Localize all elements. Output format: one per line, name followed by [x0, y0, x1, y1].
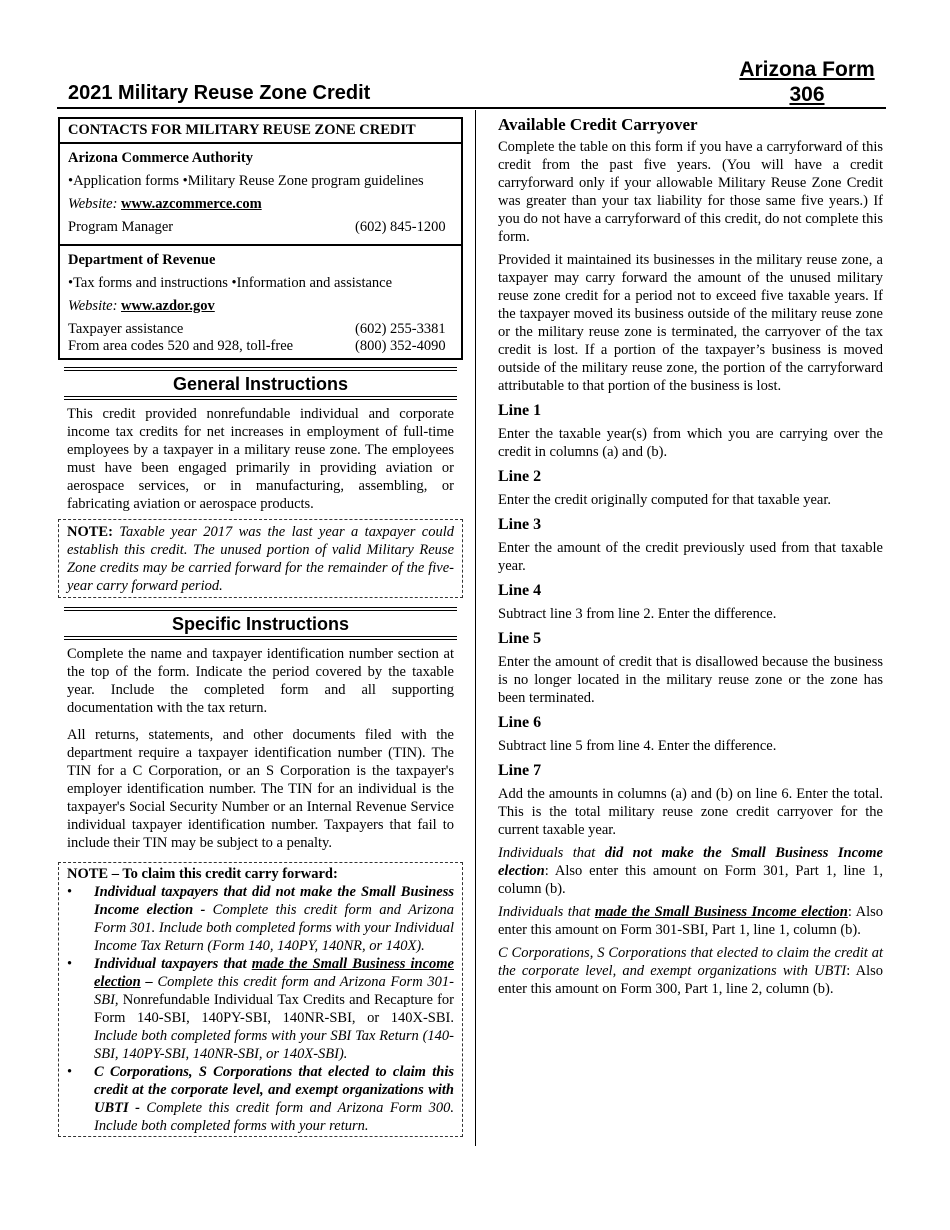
line-7-text: Add the amounts in columns (a) and (b) on line 6. Enter the total. This is the total military reuse zone credit carryover for the current taxable year.	[498, 786, 883, 838]
revenue-website-label: Website:	[68, 298, 118, 314]
carryover-paragraph-2: Provided it maintained its businesses in the military reuse zone, a taxpayer may carry forward the amount of the unused military reuse zone credit for a period not to exceed five taxable years. If the taxpayer moved its business outside of the military reuse zone or the military reuse zone is terminated, the carryover of the tax credit is lost. If a portion of the taxpayer’s business is moved outside of the military reuse zone, the portion of the carryforward attributable to that portion of the business is lost.	[498, 252, 883, 394]
specific-paragraph-2: All returns, statements, and other documents filed with the department require a taxpayer identification number (TIN). The TIN for a C Corporation, or an S Corporation is the taxpayer's employer identification number. The TIN for an individual is the taxpayer's Social Security Number or an Internal Revenue Service individual taxpayer identification number. Taxpayers that fail to include their TIN may be subject to a penalty.	[67, 727, 454, 851]
bullet1-text: Complete this credit form and Arizona Form 301. Include both completed forms with your Individual Income Tax Return (Form 140, 140PY, 140NR, or 140X).	[94, 902, 454, 954]
header-rule	[57, 107, 886, 109]
commerce-name: Arizona Commerce Authority	[68, 150, 253, 166]
corp-italic: C Corporations, S Corporations that elected to claim the credit at the corporate level, and exempt organizations with UBTI	[498, 945, 883, 979]
revenue-phone-row-2	[68, 338, 453, 355]
line-4-heading: Line 4	[498, 582, 542, 599]
individual-sbi-note	[498, 903, 883, 939]
line-6-heading: Line 6	[498, 714, 542, 731]
line-instructions	[498, 401, 883, 839]
revenue-row1-label: Taxpayer assistance	[68, 321, 184, 337]
contacts-box	[58, 117, 463, 360]
bullet3-bold: C Corporations, S Corporations that elected to claim this credit at the corporate level, and exempt organizations with UBTI -	[94, 1064, 454, 1116]
ind2-pre: Individuals that	[498, 904, 595, 920]
revenue-section	[60, 244, 461, 358]
corporation-note	[498, 944, 883, 998]
line-3-heading: Line 3	[498, 516, 542, 533]
bullet3-text: Complete this credit form and Arizona Form 300. Include both completed forms with your return.	[94, 1100, 454, 1134]
line-4-text: Subtract line 3 from line 2. Enter the difference.	[498, 606, 777, 622]
ind1-post: : Also enter this amount on Form 301, Part 1, line 1, column (b).	[498, 863, 883, 897]
form-number-line1: Arizona Form	[739, 58, 875, 81]
revenue-phone-row-1	[68, 321, 453, 338]
ind2-post: : Also enter this amount on Form 301-SBI, Part 1, line 1, column (b).	[498, 904, 883, 938]
commerce-website-label: Website:	[68, 196, 118, 212]
general-paragraph: This credit provided nonrefundable individual and corporate income tax credits for net increases in employment of full-time employees by a taxpayer in a military reuse zone. The employees must have been engaged primarily in providing aviation or aerospace services, or in manufacturing, assembling, or fabricating aviation or aerospace products.	[67, 406, 454, 512]
line-5-text: Enter the amount of credit that is disallowed because the business is no longer located in the military reuse zone or the zone has been terminated.	[498, 654, 883, 706]
general-note-label: NOTE:	[67, 524, 113, 540]
commerce-section	[60, 144, 461, 244]
commerce-website-link[interactable]: www.azcommerce.com	[121, 196, 262, 212]
line-3-text: Enter the amount of the credit previously used from that taxable year.	[498, 540, 883, 574]
revenue-row2-label: From area codes 520 and 928, toll-free	[68, 338, 294, 354]
list-item	[67, 883, 454, 955]
page-title: 2021 Military Reuse Zone Credit	[68, 82, 371, 104]
carry-forward-note-heading: NOTE – To claim this credit carry forward:	[67, 866, 338, 882]
revenue-website-line	[68, 298, 453, 315]
bullet2-underlined: made the Small Business income election	[94, 956, 454, 990]
bullet1-bold: Individual taxpayers that did not make the Small Business Income election -	[94, 884, 454, 918]
bullet2-normal: Nonrefundable Individual Tax Credits and Recapture for Form 140-SBI, 140PY-SBI, 140NR-SBI, or 140X-SBI.	[94, 992, 454, 1026]
line-2-text: Enter the credit originally computed for that taxable year.	[498, 492, 831, 508]
commerce-services: •Application forms •Military Reuse Zone program guidelines	[68, 173, 424, 189]
ind1-pre: Individuals that	[498, 845, 605, 861]
commerce-phone-row	[68, 219, 453, 236]
bullet2-dash: –	[140, 974, 153, 990]
bullet2-bold: Individual taxpayers that	[94, 956, 252, 972]
line-5-heading: Line 5	[498, 630, 542, 647]
line-1-heading: Line 1	[498, 402, 542, 419]
list-item	[67, 1063, 454, 1135]
bullet2-text2: Include both completed forms with your SBI Tax Return (140-SBI, 140PY-SBI, 140NR-SBI, or 140X-SBI).	[94, 1028, 454, 1062]
bullet2-text1: Complete this credit form and Arizona Form 301-SBI,	[94, 974, 454, 1008]
general-instructions-heading: General Instructions	[64, 367, 457, 400]
revenue-row1-phone: (602) 255-3381	[355, 321, 446, 337]
commerce-row-phone: (602) 845-1200	[355, 219, 446, 235]
form-number	[700, 57, 914, 107]
line-6-text: Subtract line 5 from line 4. Enter the difference.	[498, 738, 777, 754]
carry-forward-list	[67, 883, 454, 1135]
column-divider	[475, 110, 476, 1146]
right-column	[498, 114, 883, 998]
revenue-website-link[interactable]: www.azdor.gov	[121, 298, 215, 314]
corp-post: : Also enter this amount on Form 300, Part 1, line 2, column (b).	[498, 963, 883, 997]
ind1-bold: did not make the Small Business Income election	[498, 845, 883, 879]
revenue-row2-phone: (800) 352-4090	[355, 338, 446, 354]
carryover-heading: Available Credit Carryover	[498, 115, 698, 134]
line-2-heading: Line 2	[498, 468, 542, 485]
revenue-name: Department of Revenue	[68, 252, 216, 268]
left-column	[58, 117, 463, 1137]
general-note-text: Taxable year 2017 was the last year a taxpayer could establish this credit. The unused portion of valid Military Reuse Zone credits may be carried forward for the remainder of the five-year carry forward period.	[67, 524, 454, 594]
line-1-text: Enter the taxable year(s) from which you are carrying over the credit in columns (a) and (b).	[498, 426, 883, 460]
commerce-row-label: Program Manager	[68, 219, 174, 235]
commerce-website-line	[68, 196, 453, 213]
revenue-services: •Tax forms and instructions •Information and assistance	[68, 275, 393, 291]
specific-paragraph-1: Complete the name and taxpayer identification number section at the top of the form. Indicate the period covered by the taxable year. Include the completed form and all supporting documentation with the tax return.	[67, 646, 454, 716]
general-note	[58, 519, 463, 598]
carry-forward-note	[58, 862, 463, 1137]
ind2-bold: made the Small Business Income election	[594, 904, 848, 920]
contacts-heading: CONTACTS FOR MILITARY REUSE ZONE CREDIT	[60, 119, 461, 144]
individual-no-sbi-note	[498, 844, 883, 898]
line-7-heading: Line 7	[498, 762, 542, 779]
list-item	[67, 955, 454, 1063]
carryover-paragraph-1: Complete the table on this form if you have a carryforward of this credit from the past five years. (You will have a credit carryforward only if your allowable Military Reuse Zone Credit was greater than your tax liability for those same five years.) If you do not have a carryforward of this credit, do not complete this form.	[498, 139, 883, 245]
specific-instructions-heading: Specific Instructions	[64, 607, 457, 640]
form-number-line2: 306	[789, 83, 825, 106]
